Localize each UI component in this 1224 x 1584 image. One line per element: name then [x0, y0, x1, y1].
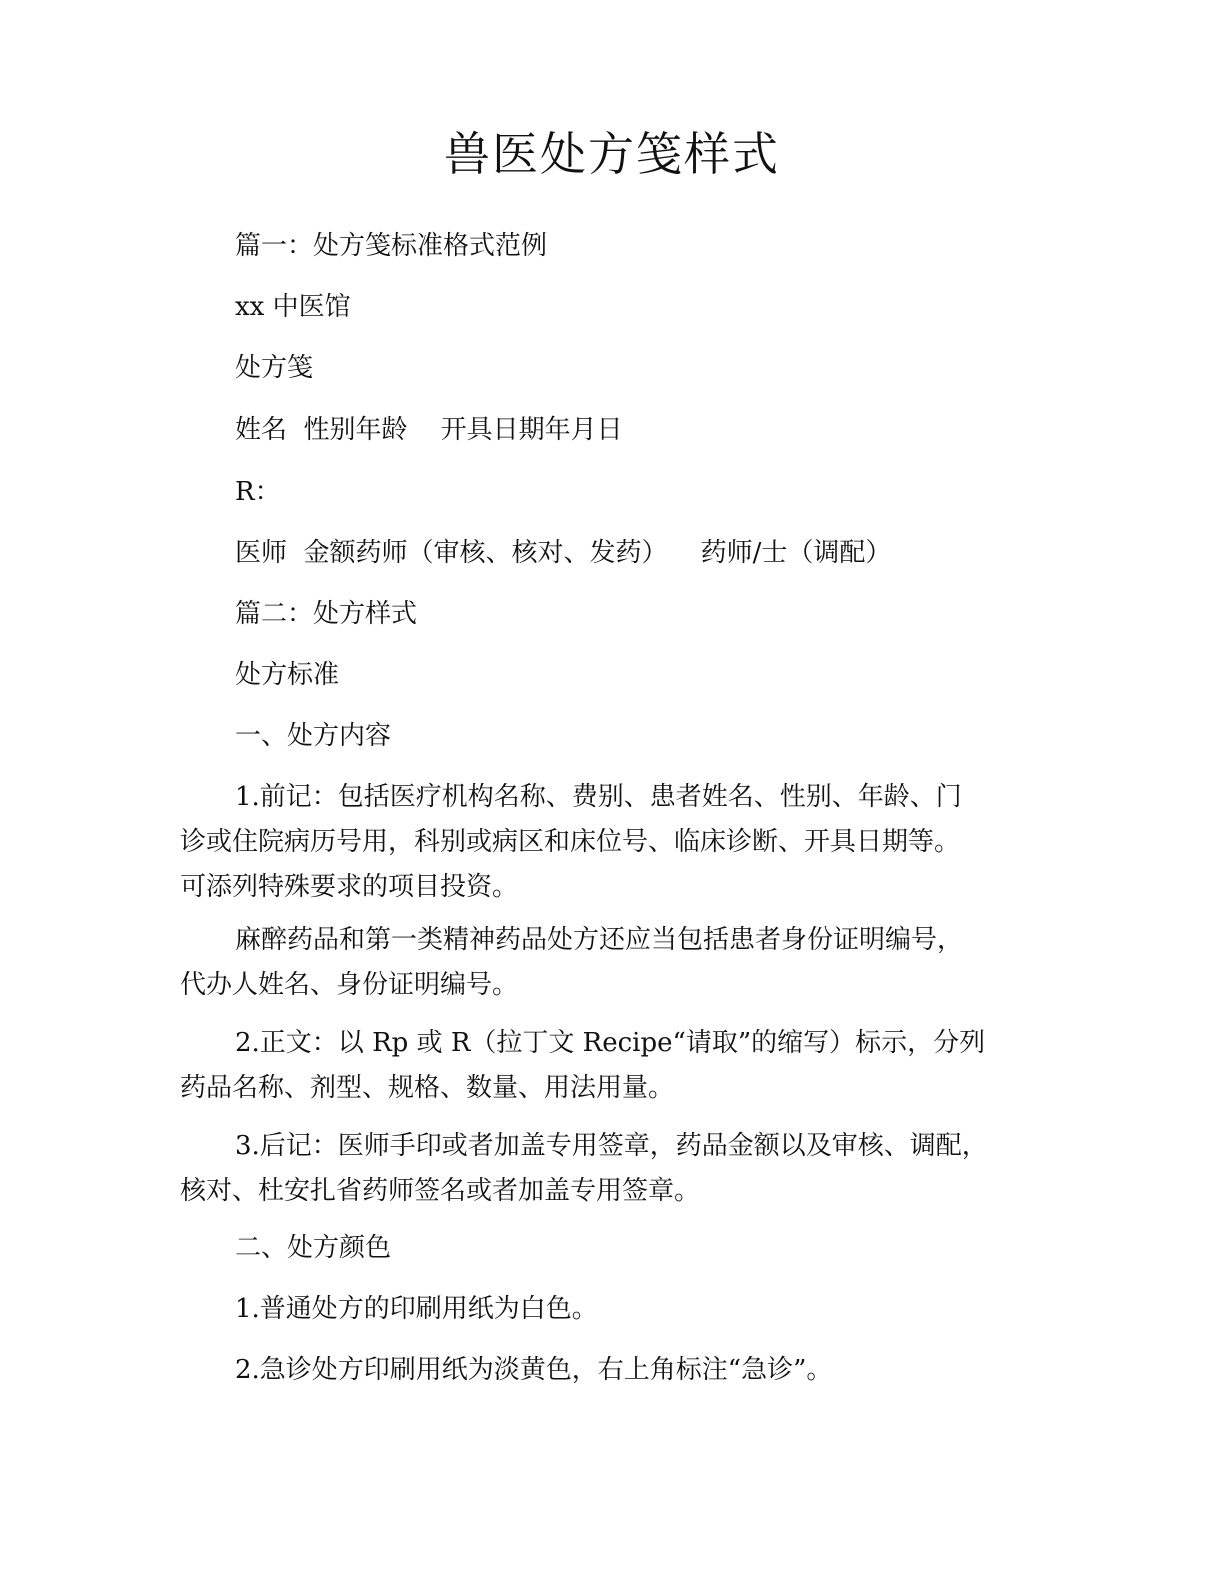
paragraph-row: 2.正文：以 Rp 或 R（拉丁文 Recipe“请取”的缩写）标示，分列	[235, 1028, 986, 1058]
paragraph-row: 核对、杜安扎省药师签名或者加盖专用签章。	[180, 1176, 701, 1206]
paragraph-row: 1.前记：包括医疗机构名称、费别、患者姓名、性别、年龄、门	[235, 782, 962, 812]
prescription-standard-heading: 处方标准	[235, 660, 340, 690]
clinic-name: xx 中医馆	[235, 292, 351, 322]
prescription-label: 处方笺	[235, 353, 314, 383]
paragraph-main-text	[180, 1021, 1060, 1111]
paragraph-narcotics	[180, 918, 1060, 1008]
patient-info-line: 姓名 性别年龄 开具日期年月日	[235, 415, 623, 445]
paragraph-row: 3.后记：医师手印或者加盖专用签章，药品金额以及审核、调配，	[235, 1131, 988, 1161]
recipe-line: R：	[235, 477, 281, 507]
document-title: 兽医处方笺样式	[444, 127, 780, 181]
section-heading-part-one: 篇一：处方笺标准格式范例	[235, 231, 548, 261]
color-item-emergency: 2.急诊处方印刷用纸为淡黄色，右上角标注“急诊”。	[235, 1355, 833, 1385]
signature-line: 医师 金额药师（审核、核对、发药） 药师/士（调配）	[235, 538, 892, 568]
paragraph-row: 代办人姓名、身份证明编号。	[180, 970, 519, 1000]
color-item-ordinary: 1.普通处方的印刷用纸为白色。	[235, 1294, 598, 1324]
paragraph-row: 药品名称、剂型、规格、数量、用法用量。	[180, 1073, 675, 1103]
paragraph-after-note	[180, 1124, 1060, 1214]
section-heading-part-two: 篇二：处方样式	[235, 599, 418, 629]
prescription-content-heading: 一、处方内容	[235, 721, 392, 751]
paragraph-front-note	[180, 775, 1060, 910]
paragraph-row: 可添列特殊要求的项目投资。	[180, 872, 519, 902]
paragraph-row: 诊或住院病历号用，科别或病区和床位号、临床诊断、开具日期等。	[180, 827, 961, 857]
prescription-color-heading: 二、处方颜色	[235, 1233, 392, 1263]
paragraph-row: 麻醉药品和第一类精神药品处方还应当包括患者身份证明编号，	[235, 925, 964, 955]
